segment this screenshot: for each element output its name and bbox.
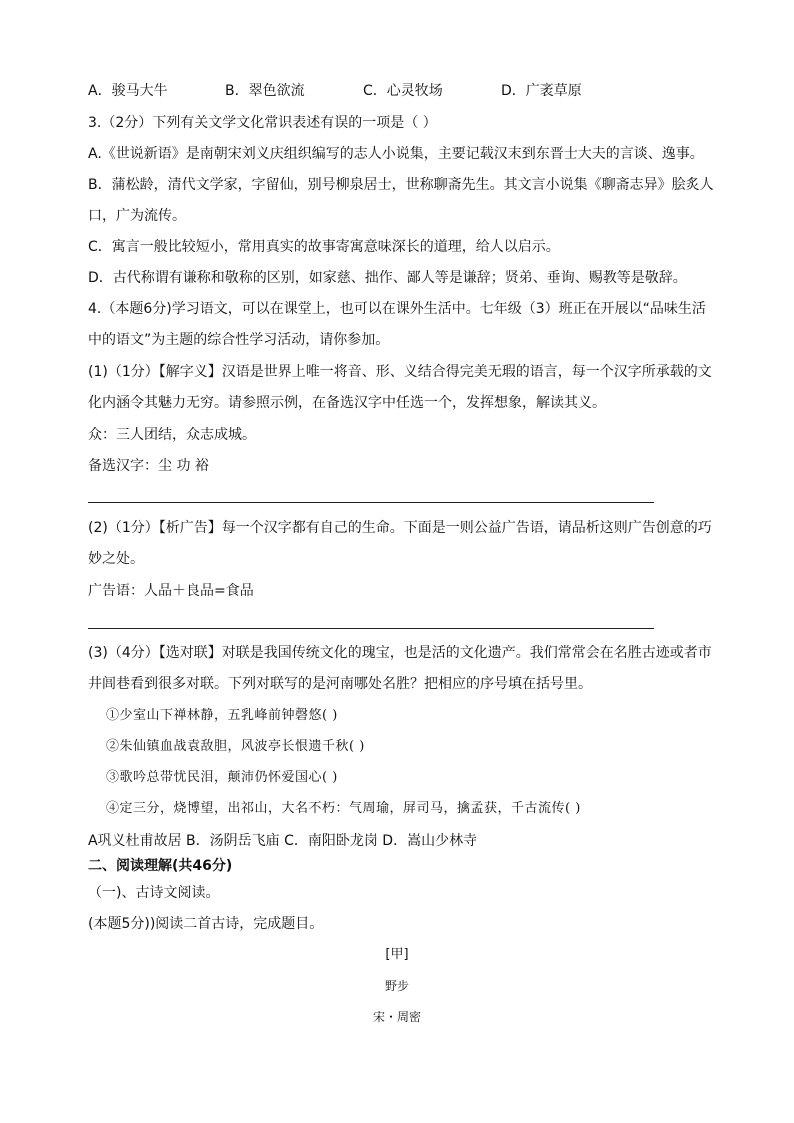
q4-part2-line1: (2)（1分）【析广告】每一个汉字都有自己的生命。下面是一则公益广告语，请品析这则广告创意的巧 [88, 520, 712, 536]
q3-option-b-line1: B．蒲松龄，清代文学家，字留仙，别号柳泉居士，世称聊斋先生。其文言小说集《聊斋志异》脍炙人 [88, 177, 714, 193]
q3-option-a: A.《世说新语》是南朝宋刘义庆组织编写的志人小说集，主要记载汉末到东晋士大夫的言谈、逸事。 [88, 146, 704, 162]
q4-intro-line2: 中的语文”为主题的综合性学习活动，请你参加。 [88, 332, 390, 348]
q3-option-d: D．古代称谓有谦称和敬称的区别，如家慈、拙作、鄙人等是谦辞；贤弟、垂询、赐教等是敬辞。 [88, 270, 687, 286]
q2-option-b: B．翠色欲流 [225, 83, 305, 99]
q2-option-d: D．广袤草原 [501, 83, 582, 99]
answer-line-2[interactable] [88, 628, 654, 629]
q4-example: 众：三人团结，众志成城。 [88, 427, 256, 443]
poem-tag: [甲] [385, 947, 409, 962]
couplet-3: ③歌吟总带忧民泪，颠沛仍怀爱国心( ) [106, 770, 338, 785]
section-task: (本题5分))阅读二首古诗，完成题目。 [88, 916, 324, 932]
q4-part3-line2: 井闾巷看到很多对联。下列对联写的是河南哪处名胜？把相应的序号填在括号里。 [88, 676, 592, 692]
section-subheading: （一)、古诗文阅读。 [88, 885, 220, 901]
q4-ad: 广告语：人品＋良品=食品 [88, 583, 254, 599]
answer-line-1[interactable] [88, 502, 654, 503]
q3-stem: 3.（2分）下列有关文学文化常识表述有误的一项是（ ） [88, 115, 437, 131]
poem-title: 野步 [384, 979, 409, 993]
section-heading: 二、阅读理解(共46分) [88, 858, 233, 874]
q3-option-b-line2: 口，广为流传。 [88, 208, 186, 224]
q3-option-c: C．寓言一般比较短小，常用真实的故事寄寓意味深长的道理，给人以启示。 [88, 239, 560, 255]
couplet-4: ④定三分，烧博望，出祁山，大名不朽：气周瑜，屏司马，擒孟获，千古流传( ) [106, 801, 581, 816]
couplet-1: ①少室山下禅林静，五乳峰前钟磬悠( ) [106, 708, 338, 723]
couplet-2: ②朱仙镇血战袁敌胆，风波亭长恨遗千秋( ) [106, 739, 365, 754]
q4-candidates: 备选汉字：尘 功 裕 [88, 458, 209, 474]
q4-part2-line2: 妙之处。 [88, 551, 144, 567]
q4-part3-line1: (3)（4分）【选对联】对联是我国传统文化的瑰宝，也是活的文化遗产。我们常常会在名胜古迹或者市 [88, 645, 712, 661]
q4-intro-line1: 4.（本题6分)学习语文，可以在课堂上，也可以在课外生活中。七年级（3）班正在开展以“品味生活 [88, 301, 706, 317]
q2-option-c: C．心灵牧场 [363, 83, 443, 99]
q4-places: A巩义杜甫故居 B．汤阴岳飞庙 C．南阳卧龙岗 D．嵩山少林寺 [88, 833, 478, 849]
q4-part1-line2: 化内涵令其魅力无穷。请参照示例，在备选汉字中任选一个，发挥想象，解读其义。 [88, 395, 606, 411]
q4-part1-line1: (1)（1分）【解字义】汉语是世界上唯一将音、形、义结合得完美无瑕的语言，每一个汉字所承载的文 [88, 364, 712, 380]
poem-author: 宋・周密 [372, 1010, 421, 1024]
q2-option-a: A．骏马大牛 [88, 83, 168, 99]
